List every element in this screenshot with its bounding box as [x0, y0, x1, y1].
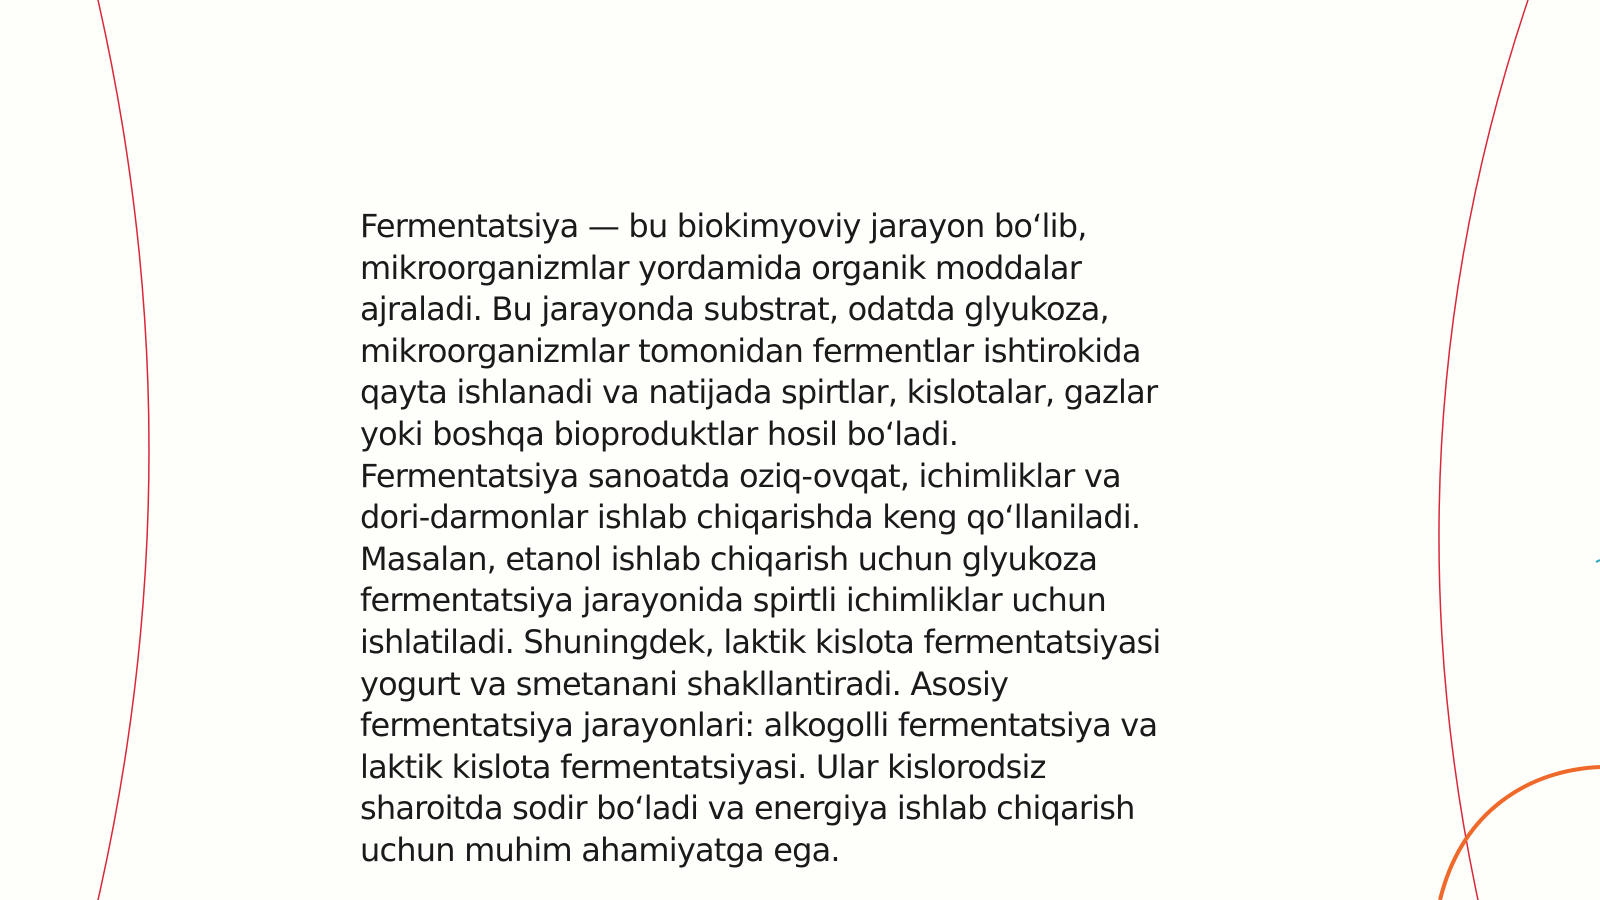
- body-paragraph: Fermentatsiya — bu biokimyoviy jarayon bo‘lib, mikroorganizmlar yordamida organik moddalar ajraladi. Bu jarayonda substrat, odatda glyukoza, mikroorganizmlar tomonidan fermentlar ishtirokida qayta ishlanadi va natijada spirtlar, kislotalar, gazlar yoki boshqa bioproduktlar hosil bo‘ladi. Fermentatsiya sanoatda oziq-ovqat, ichimliklar va dori-darmonlar ishlab chiqarishda keng qo‘llaniladi. Masalan, etanol ishlab chiqarish uchun glyukoza fermentatsiya jarayonida spirtli ichimliklar uchun ishlatiladi. Shuningdek, laktik kislota fermentatsiyasi yogurt va smetanani shakllantiradi. Asosiy fermentatsiya jarayonlari: alkogolli fermentatsiya va laktik kislota fermentatsiyasi. Ular kislorodsiz sharoitda sodir bo‘ladi va energiya ishlab chiqarish uchun muhim ahamiyatga ega.: [360, 207, 1161, 869]
- teal-accent-mark: [1596, 560, 1600, 562]
- right-arc-line: [1439, 0, 1528, 900]
- left-arc-line: [98, 0, 149, 900]
- orange-accent-arc: [1440, 767, 1600, 900]
